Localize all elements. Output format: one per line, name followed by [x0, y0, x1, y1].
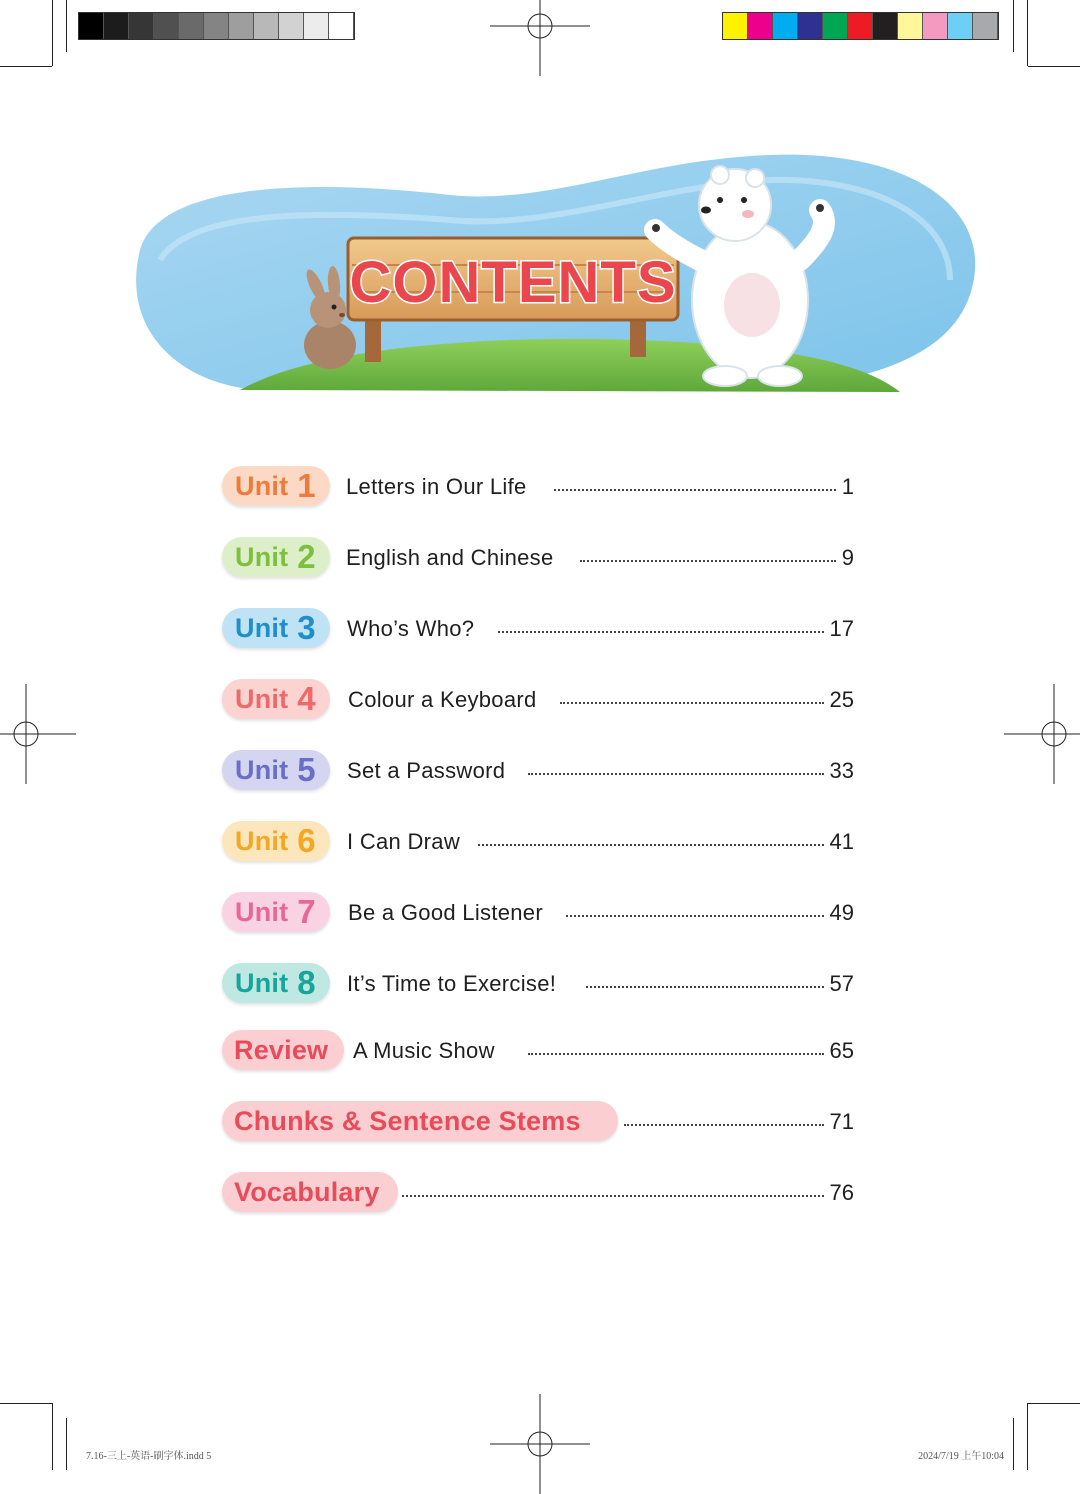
page-number: 65: [829, 1038, 854, 1063]
toc-entry-vocabulary[interactable]: [222, 1170, 862, 1216]
leader-dots: [402, 1195, 824, 1197]
leader-dots: [624, 1124, 824, 1126]
toc-entry-unit-4[interactable]: [222, 677, 862, 723]
chunks-badge: Chunks & Sentence Stems: [222, 1101, 618, 1141]
toc-entry-unit-8[interactable]: [222, 961, 862, 1007]
unit-badge: Unit 1: [222, 466, 330, 506]
page-number: 25: [829, 687, 854, 712]
page-number: 9: [841, 545, 854, 570]
calibration-swatch: [229, 13, 254, 39]
leader-dots: [478, 844, 824, 846]
calibration-swatch: [104, 13, 129, 39]
contents-banner: [120, 140, 980, 410]
unit-title: Be a Good Listener: [348, 900, 543, 925]
unit-title: It’s Time to Exercise!: [347, 971, 557, 996]
page-number: 41: [829, 829, 854, 854]
calibration-swatch: [254, 13, 279, 39]
leader-dots: [554, 489, 836, 491]
unit-title: I Can Draw: [347, 829, 461, 854]
page-number: 33: [829, 758, 854, 783]
calibration-swatch: [873, 13, 898, 39]
toc-entry-unit-7[interactable]: [222, 890, 862, 936]
page-number: 49: [829, 900, 854, 925]
unit-badge: Unit 8: [222, 963, 330, 1003]
unit-badge: Unit 7: [222, 892, 330, 932]
registration-mark-bottom-icon: [490, 1394, 590, 1494]
review-badge: Review: [222, 1030, 344, 1070]
toc-entry-unit-6[interactable]: [222, 819, 862, 865]
leader-dots: [528, 1053, 824, 1055]
page-number: 76: [829, 1180, 854, 1205]
unit-title: English and Chinese: [346, 545, 554, 570]
color-calibration-bar: [722, 12, 999, 40]
page-number: 17: [829, 616, 854, 641]
registration-mark-top-icon: [490, 0, 590, 76]
unit-badge: Unit 5: [222, 750, 330, 790]
calibration-swatch: [773, 13, 798, 39]
calibration-swatch: [723, 13, 748, 39]
unit-title: Colour a Keyboard: [348, 687, 537, 712]
toc-entry-unit-5[interactable]: [222, 748, 862, 794]
calibration-swatch: [204, 13, 229, 39]
review-title: A Music Show: [353, 1038, 495, 1063]
leader-dots: [498, 631, 824, 633]
date-slug: 2024/7/19 上午10:04: [918, 1451, 1004, 1462]
calibration-swatch: [798, 13, 823, 39]
calibration-swatch: [154, 13, 179, 39]
unit-title: Set a Password: [347, 758, 506, 783]
leader-dots: [528, 773, 824, 775]
unit-badge: Unit 4: [222, 679, 330, 719]
unit-badge: Unit 2: [222, 537, 330, 577]
leader-dots: [580, 560, 836, 562]
leader-dots: [586, 986, 824, 988]
calibration-swatch: [279, 13, 304, 39]
calibration-swatch: [948, 13, 973, 39]
unit-title: Who’s Who?: [347, 616, 475, 641]
calibration-swatch: [329, 13, 354, 39]
gray-calibration-bar: [78, 12, 355, 40]
calibration-swatch: [179, 13, 204, 39]
page-number: 71: [829, 1109, 854, 1134]
toc-entry-chunks[interactable]: [222, 1099, 862, 1145]
page-number: 1: [841, 474, 854, 499]
toc-entry-unit-1[interactable]: [222, 464, 862, 510]
leader-dots: [566, 915, 824, 917]
contents-sign-text: CONTENTS: [349, 250, 677, 315]
calibration-swatch: [129, 13, 154, 39]
calibration-swatch: [304, 13, 329, 39]
vocabulary-badge: Vocabulary: [222, 1172, 398, 1212]
unit-badge: Unit 6: [222, 821, 330, 861]
file-slug: 7.16-三上-英语-刷字体.indd 5: [86, 1451, 212, 1462]
calibration-swatch: [973, 13, 998, 39]
registration-mark-right-icon: [1004, 684, 1080, 784]
page-number: 57: [829, 971, 854, 996]
calibration-swatch: [848, 13, 873, 39]
unit-badge: Unit 3: [222, 608, 330, 648]
calibration-swatch: [823, 13, 848, 39]
toc-entry-unit-3[interactable]: [222, 606, 862, 652]
toc-entry-unit-2[interactable]: [222, 535, 862, 581]
registration-mark-left-icon: [0, 684, 76, 784]
leader-dots: [560, 702, 824, 704]
calibration-swatch: [79, 13, 104, 39]
unit-title: Letters in Our Life: [346, 474, 527, 499]
calibration-swatch: [748, 13, 773, 39]
toc-entry-review[interactable]: [222, 1028, 862, 1074]
calibration-swatch: [898, 13, 923, 39]
calibration-swatch: [923, 13, 948, 39]
